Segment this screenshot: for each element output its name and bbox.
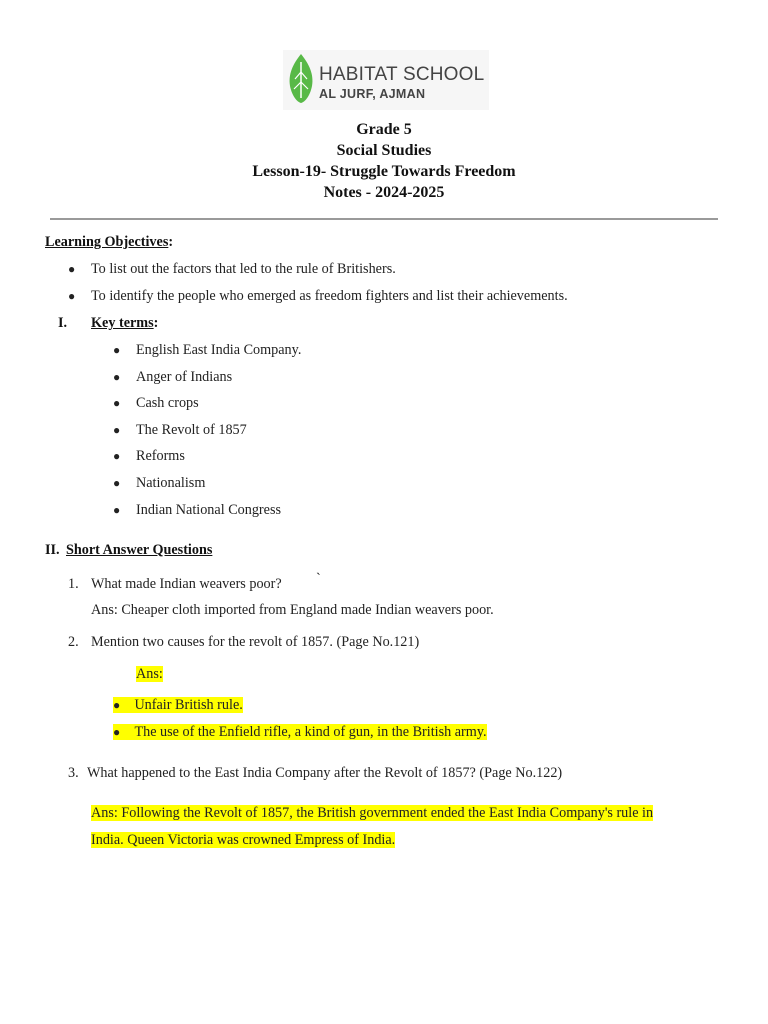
objectives-heading: Learning Objectives: <box>45 234 174 250</box>
key-terms-heading: Key terms: <box>91 315 159 331</box>
school-logo <box>283 50 489 110</box>
answer-point: ● Unfair British rule. <box>113 697 243 713</box>
grade-line: Grade 5 <box>356 121 412 138</box>
bullet-icon: ● <box>113 449 121 463</box>
logo-location: AL JURF, AJMAN <box>319 87 426 101</box>
key-term-item: English East India Company. <box>136 342 302 358</box>
answer-text: India. Queen Victoria was crowned Empress of India. <box>91 832 396 848</box>
key-term-item: The Revolt of 1857 <box>136 422 247 438</box>
question-text: What made Indian weavers poor? <box>91 576 282 592</box>
notes-line: Notes - 2024-2025 <box>323 184 445 201</box>
answer-text: Ans: Cheaper cloth imported from England made Indian weavers poor. <box>91 602 494 618</box>
bullet-icon: ● <box>113 343 121 357</box>
bullet-icon: ● <box>113 370 121 384</box>
key-terms-numeral: I. <box>58 315 68 331</box>
key-term-item: Cash crops <box>136 395 199 411</box>
bullet-icon: ● <box>113 476 121 490</box>
question-number: 1. <box>68 576 79 592</box>
key-term-item: Reforms <box>136 448 185 464</box>
lesson-line: Lesson-19- Struggle Towards Freedom <box>252 163 516 180</box>
answer-text: Ans: Following the Revolt of 1857, the British government ended the East India Company's rule in <box>91 805 654 821</box>
question-number: 2. <box>68 634 79 650</box>
leaf-emblem-icon <box>287 52 315 104</box>
answer-point: ● The use of the Enfield rifle, a kind of gun, in the British army. <box>113 724 487 740</box>
answer-label: Ans: <box>136 666 163 682</box>
divider <box>50 218 718 220</box>
question-text: What happened to the East India Company after the Revolt of 1857? (Page No.122) <box>87 765 563 781</box>
objective-item: To list out the factors that led to the rule of Britishers. <box>91 261 396 277</box>
objective-item: To identify the people who emerged as freedom fighters and list their achievements. <box>91 288 568 304</box>
document-title <box>0 119 768 203</box>
bullet-icon: ● <box>113 423 121 437</box>
short-answer-numeral: II. <box>45 542 60 558</box>
key-term-item: Nationalism <box>136 475 206 491</box>
bullet-icon: ● <box>113 503 121 517</box>
stray-mark: ` <box>316 571 321 587</box>
question-number: 3. <box>68 765 79 781</box>
question-text: Mention two causes for the revolt of 1857. (Page No.121) <box>91 634 420 650</box>
bullet-icon: ● <box>68 262 76 276</box>
subject-line: Social Studies <box>336 142 432 159</box>
bullet-icon: ● <box>113 396 121 410</box>
short-answer-heading: Short Answer Questions <box>66 542 213 558</box>
key-term-item: Indian National Congress <box>136 502 281 518</box>
bullet-icon: ● <box>68 289 76 303</box>
logo-school-name: HABITAT SCHOOL <box>319 64 485 85</box>
key-term-item: Anger of Indians <box>136 369 233 385</box>
